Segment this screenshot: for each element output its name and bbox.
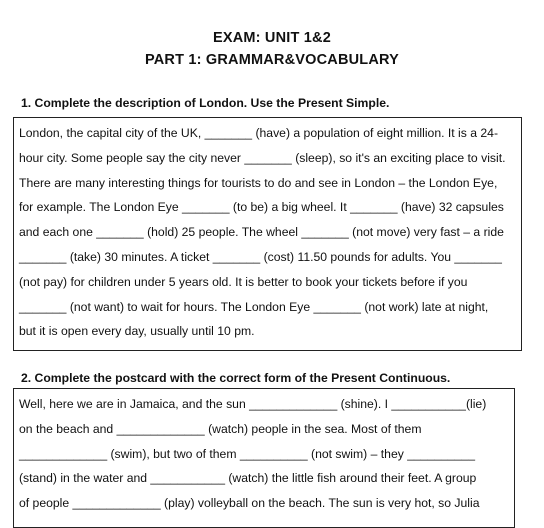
exercise-1-text-box (13, 117, 522, 351)
exam-title: EXAM: UNIT 1&2 (212, 30, 331, 46)
exercise-2-line: on the beach and _____________ (watch) people in the sea. Most of them (19, 421, 422, 436)
exercise-1-line: but it is open every day, usually until 10 pm. (19, 324, 255, 339)
exercise-1-line: _______ (take) 30 minutes. A ticket _______ (cost) 11.50 pounds for adults. You _______ (19, 249, 502, 264)
exercise-1-line: hour city. Some people say the city never _______ (sleep), so it's an exciting place to visit. (19, 150, 506, 165)
exercise-2-line: _____________ (swim), but two of them __________ (not swim) – they __________ (19, 446, 475, 461)
exam-subtitle: PART 1: GRAMMAR&VOCABULARY (144, 52, 400, 68)
exercise-2-text-box (13, 388, 515, 528)
exercise-1-line: _______ (not want) to wait for hours. The London Eye _______ (not work) late at night, (19, 299, 489, 314)
exercise-1-heading: 1. Complete the description of London. Use the Present Simple. (21, 96, 390, 110)
exercise-2-line: (stand) in the water and ___________ (watch) the little fish around their feet. A group (19, 471, 477, 486)
exercise-1-line: for example. The London Eye _______ (to be) a big wheel. It _______ (have) 32 capsules (19, 200, 504, 215)
exercise-1-line: and each one _______ (hold) 25 people. The wheel _______ (not move) very fast – a ride (19, 225, 504, 240)
exercise-1-line: (not pay) for children under 5 years old. It is better to book your tickets before if you (19, 274, 468, 289)
exercise-2-line: of people _____________ (play) volleyball on the beach. The sun is very hot, so Julia (19, 496, 480, 511)
exercise-2-line: Well, here we are in Jamaica, and the sun _____________ (shine). I ___________(lie) (19, 397, 487, 411)
exercise-1-line: London, the capital city of the UK, _______ (have) a population of eight million. It is a 24- (19, 126, 498, 140)
exercise-1-line: There are many interesting things for tourists to do and see in London – the London Eye, (19, 175, 498, 190)
exercise-2-heading: 2. Complete the postcard with the correct form of the Present Continuous. (21, 371, 451, 385)
